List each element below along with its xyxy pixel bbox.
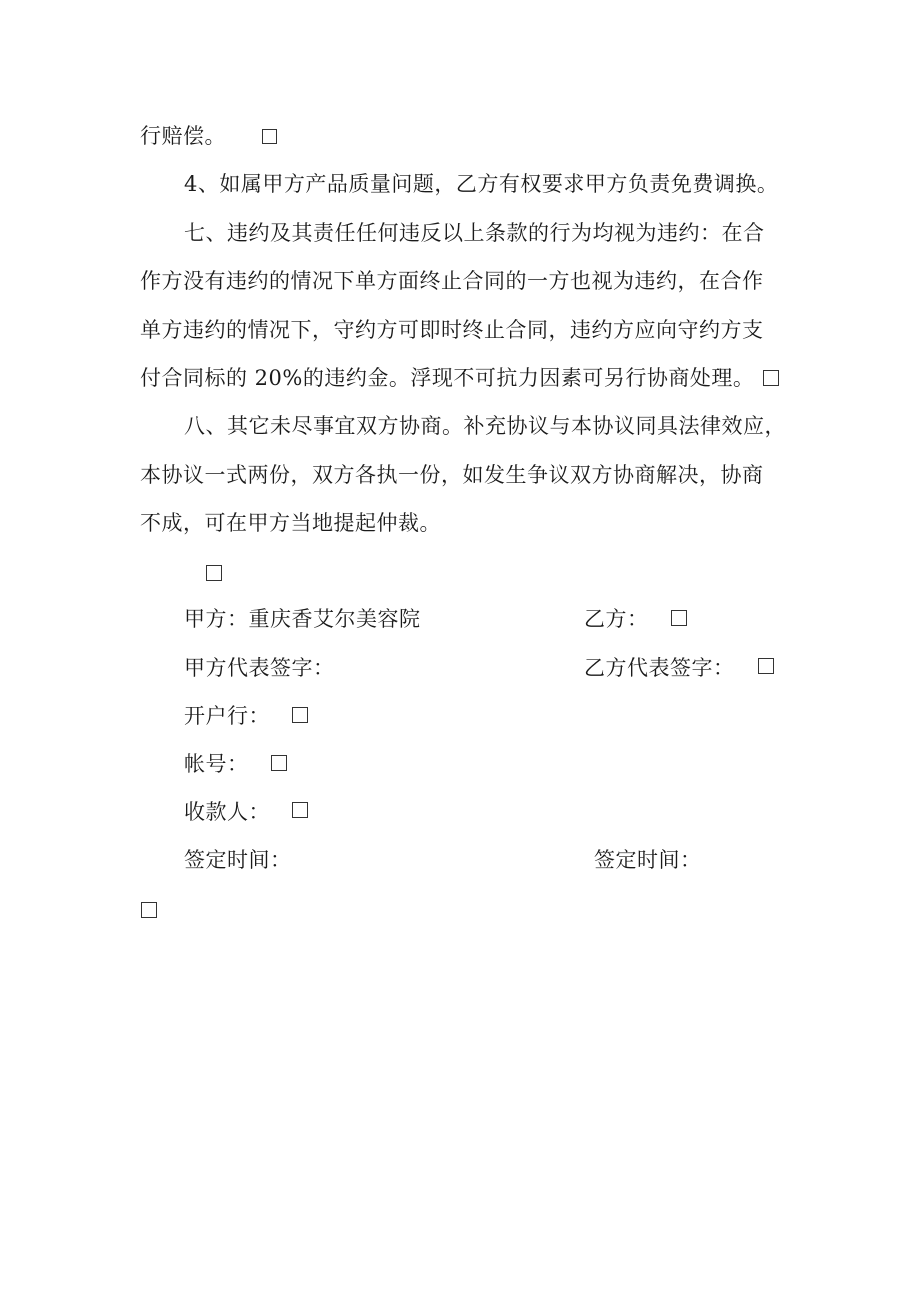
party-a-signature — [184, 654, 335, 682]
clause-line — [184, 219, 765, 247]
clause-text: 单方违约的情况下，守约方可即时终止合同，违约方应向守约方支 — [140, 318, 764, 342]
clause-line — [140, 122, 277, 150]
payee-label: 收款人： — [184, 800, 270, 824]
account-label: 帐号： — [184, 752, 249, 776]
sign-time-a-label: 签定时间： — [184, 848, 292, 872]
clause-line — [184, 412, 786, 440]
party-b-name — [584, 605, 649, 633]
checkbox-placeholder — [262, 129, 277, 144]
party-a-rep-label: 甲方代表签字： — [184, 656, 335, 680]
clause-line — [140, 509, 441, 537]
checkbox-placeholder — [292, 802, 308, 818]
clause-line — [140, 364, 754, 392]
clause-line — [140, 267, 764, 295]
sign-time-b — [594, 846, 702, 874]
clause-line — [184, 170, 778, 198]
clause-text: 作方没有违约的情况下单方面终止合同的一方也视为违约，在合作 — [140, 269, 764, 293]
checkbox-placeholder — [141, 902, 157, 918]
account-field — [184, 750, 249, 778]
party-b-rep-label: 乙方代表签字： — [584, 656, 735, 680]
sign-time-a — [184, 846, 292, 874]
clause-text: 行赔偿。 — [140, 124, 226, 148]
checkbox-placeholder — [758, 658, 774, 674]
checkbox-placeholder — [206, 565, 222, 581]
clause-text: 八、其它未尽事宜双方协商。补充协议与本协议同具法律效应， — [184, 414, 786, 438]
checkbox-placeholder — [292, 707, 308, 723]
checkbox-placeholder — [671, 610, 687, 626]
party-a-name — [184, 605, 421, 633]
checkbox-placeholder — [271, 755, 287, 771]
sign-time-b-label: 签定时间： — [594, 848, 702, 872]
party-b-signature — [584, 654, 735, 682]
party-b-label: 乙方： — [584, 607, 649, 631]
payee-field — [184, 798, 270, 826]
clause-text: 4、如属甲方产品质量问题，乙方有权要求甲方负责免费调换。 — [184, 172, 779, 196]
clause-text: 不成，可在甲方当地提起仲裁。 — [140, 511, 441, 535]
checkbox-placeholder — [763, 370, 779, 386]
party-a-label: 甲方：重庆香艾尔美容院 — [184, 607, 421, 631]
clause-text: 付合同标的 20%的违约金。浮现不可抗力因素可另行协商处理。 — [140, 366, 755, 390]
clause-line — [140, 316, 764, 344]
clause-text: 本协议一式两份，双方各执一份，如发生争议双方协商解决，协商 — [140, 463, 764, 487]
clause-line — [140, 461, 764, 489]
bank-label: 开户行： — [184, 704, 270, 728]
bank-field — [184, 702, 270, 730]
clause-text: 七、违约及其责任任何违反以上条款的行为均视为违约：在合 — [184, 221, 765, 245]
